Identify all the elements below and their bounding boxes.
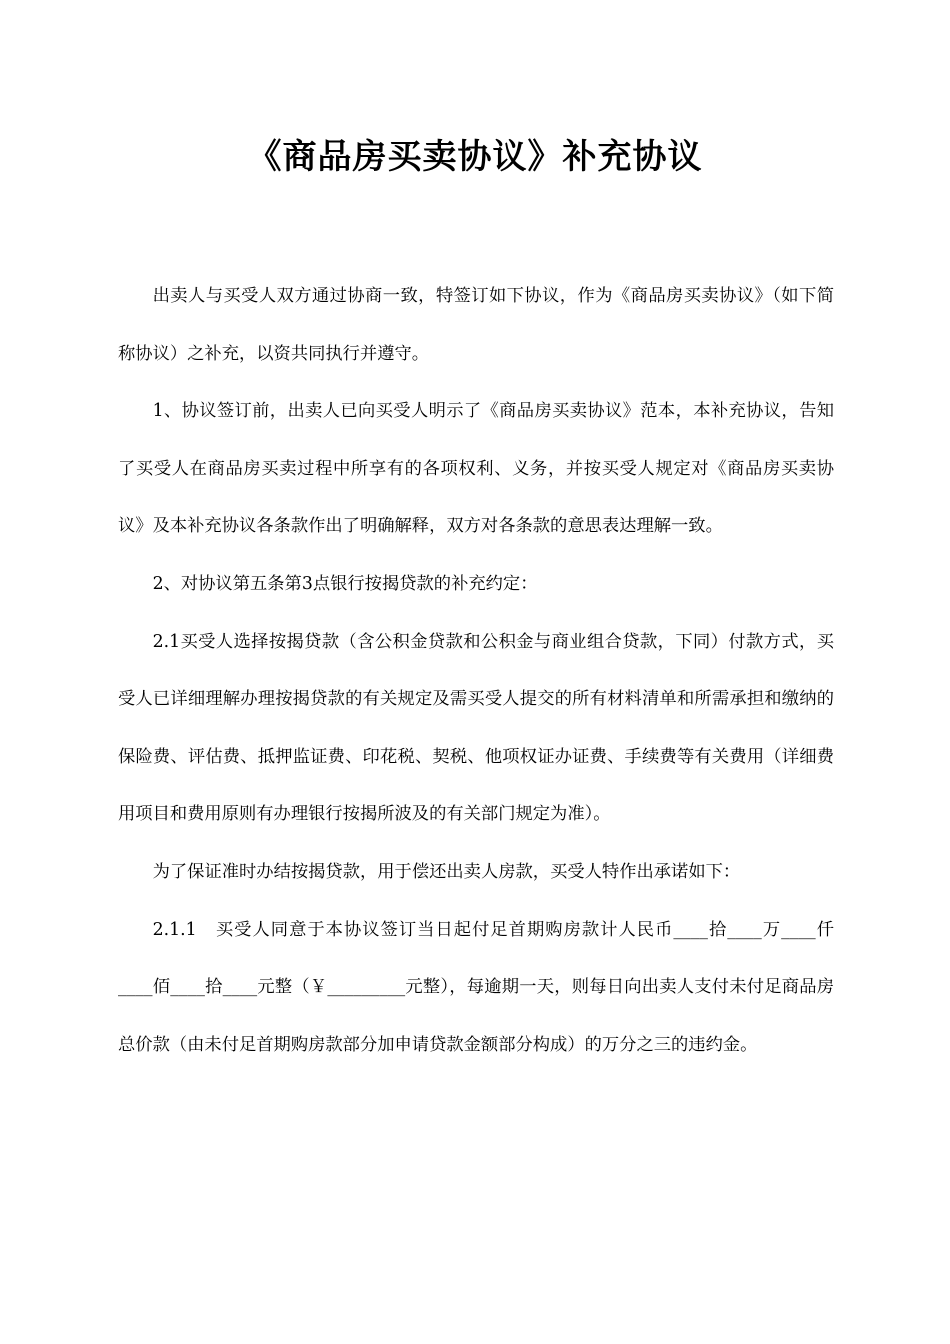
- paragraph-preamble: 出卖人与买受人双方通过协商一致，特签订如下协议，作为《商品房买卖协议》（如下简称协议）之补充，以资共同执行并遵守。: [118, 286, 834, 364]
- document-title: 《商品房买卖协议》补充协议: [247, 137, 703, 177]
- paragraph-clause-2-1-1: 2.1.1 买受人同意于本协议签订当日起付足首期购房款计人民币____拾____万____仟____佰____拾____元整（￥_________元整），每逾期一天，则每日向出卖人支付未付足商品房总价款（由未付足首期购房款部分加申请贷款金额部分构成）的万分之三的违约金。: [118, 919, 834, 1055]
- paragraph-clause-2-1: 2.1买受人选择按揭贷款（含公积金贷款和公积金与商业组合贷款，下同）付款方式，买受人已详细理解办理按揭贷款的有关规定及需买受人提交的所有材料清单和所需承担和缴纳的保险费、评估费、抵押监证费、印花税、契税、他项权证办证费、手续费等有关费用（详细费用项目和费用原则有办理银行按揭所波及的有关部门规定为准）。: [118, 631, 834, 825]
- document-body: [118, 268, 834, 1074]
- paragraph-clause-1: 1、协议签订前，出卖人已向买受人明示了《商品房买卖协议》范本，本补充协议，告知了买受人在商品房买卖过程中所享有的各项权利、义务，并按买受人规定对《商品房买卖协议》及本补充协议各条款作出了明确解释，双方对各条款的意思表达理解一致。: [118, 401, 834, 537]
- paragraph-clause-2: 2、对协议第五条第3点银行按揭贷款的补充约定：: [152, 573, 538, 594]
- paragraph-commitment: 为了保证准时办结按揭贷款，用于偿还出卖人房款，买受人特作出承诺如下：: [152, 861, 741, 882]
